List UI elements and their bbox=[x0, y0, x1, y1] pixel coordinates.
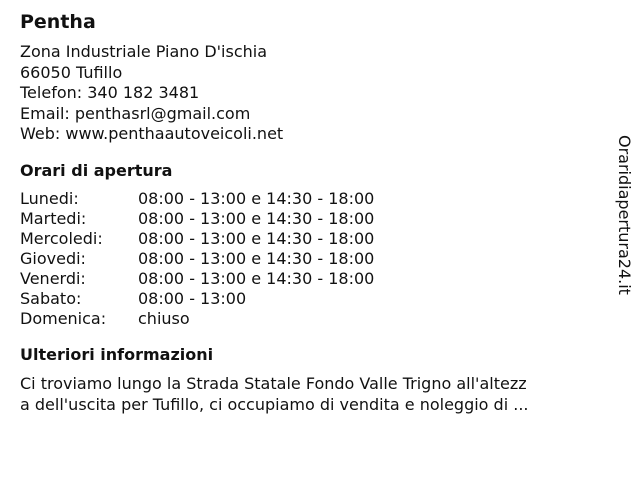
more-info-line: Ci troviamo lungo la Strada Statale Fondo Valle Trigno all'altezz bbox=[20, 373, 527, 393]
phone-text: Telefon: 340 182 3481 bbox=[20, 83, 200, 102]
hours-day: Lunedi: bbox=[20, 188, 79, 208]
hours-time: 08:00 - 13:00 bbox=[138, 288, 247, 308]
address-street: Zona Industriale Piano D'ischia bbox=[20, 42, 267, 61]
hours-day: Martedi: bbox=[20, 208, 87, 228]
hours-row-giovedi bbox=[20, 249, 600, 269]
email-text: Email: penthasrl@gmail.com bbox=[20, 103, 251, 123]
more-info-title: Ulteriori informazioni bbox=[20, 344, 214, 364]
hours-row-mercoledi bbox=[20, 229, 600, 249]
hours-day: Giovedi: bbox=[20, 248, 86, 268]
hours-row-lunedi bbox=[20, 189, 600, 209]
hours-row-domenica bbox=[20, 309, 600, 329]
hours-row-martedi bbox=[20, 209, 600, 229]
hours-day: Venerdi: bbox=[20, 268, 86, 288]
site-watermark-label: Oraridiapertura24.it bbox=[615, 135, 634, 295]
hours-time: 08:00 - 13:00 e 14:30 - 18:00 bbox=[138, 188, 375, 208]
hours-time: 08:00 - 13:00 e 14:30 - 18:00 bbox=[138, 228, 375, 248]
hours-time: 08:00 - 13:00 e 14:30 - 18:00 bbox=[138, 208, 375, 228]
hours-day: Mercoledi: bbox=[20, 228, 103, 248]
hours-row-venerdi bbox=[20, 269, 600, 289]
address-city: 66050 Tufillo bbox=[20, 62, 123, 82]
more-info-text bbox=[20, 373, 580, 415]
hours-day: Sabato: bbox=[20, 288, 82, 308]
hours-time: chiuso bbox=[138, 308, 190, 328]
contact-block bbox=[20, 42, 600, 145]
more-info-line: a dell'uscita per Tufillo, ci occupiamo di vendita e noleggio di ... bbox=[20, 394, 529, 414]
opening-hours-table bbox=[20, 189, 600, 329]
hours-row-sabato bbox=[20, 289, 600, 309]
business-name: Pentha bbox=[20, 11, 96, 33]
business-card bbox=[20, 10, 600, 415]
hours-time: 08:00 - 13:00 e 14:30 - 18:00 bbox=[138, 248, 375, 268]
opening-hours-title: Orari di apertura bbox=[20, 160, 173, 180]
hours-day: Domenica: bbox=[20, 308, 107, 328]
website-text: Web: www.penthaautoveicoli.net bbox=[20, 124, 284, 143]
hours-time: 08:00 - 13:00 e 14:30 - 18:00 bbox=[138, 268, 375, 288]
